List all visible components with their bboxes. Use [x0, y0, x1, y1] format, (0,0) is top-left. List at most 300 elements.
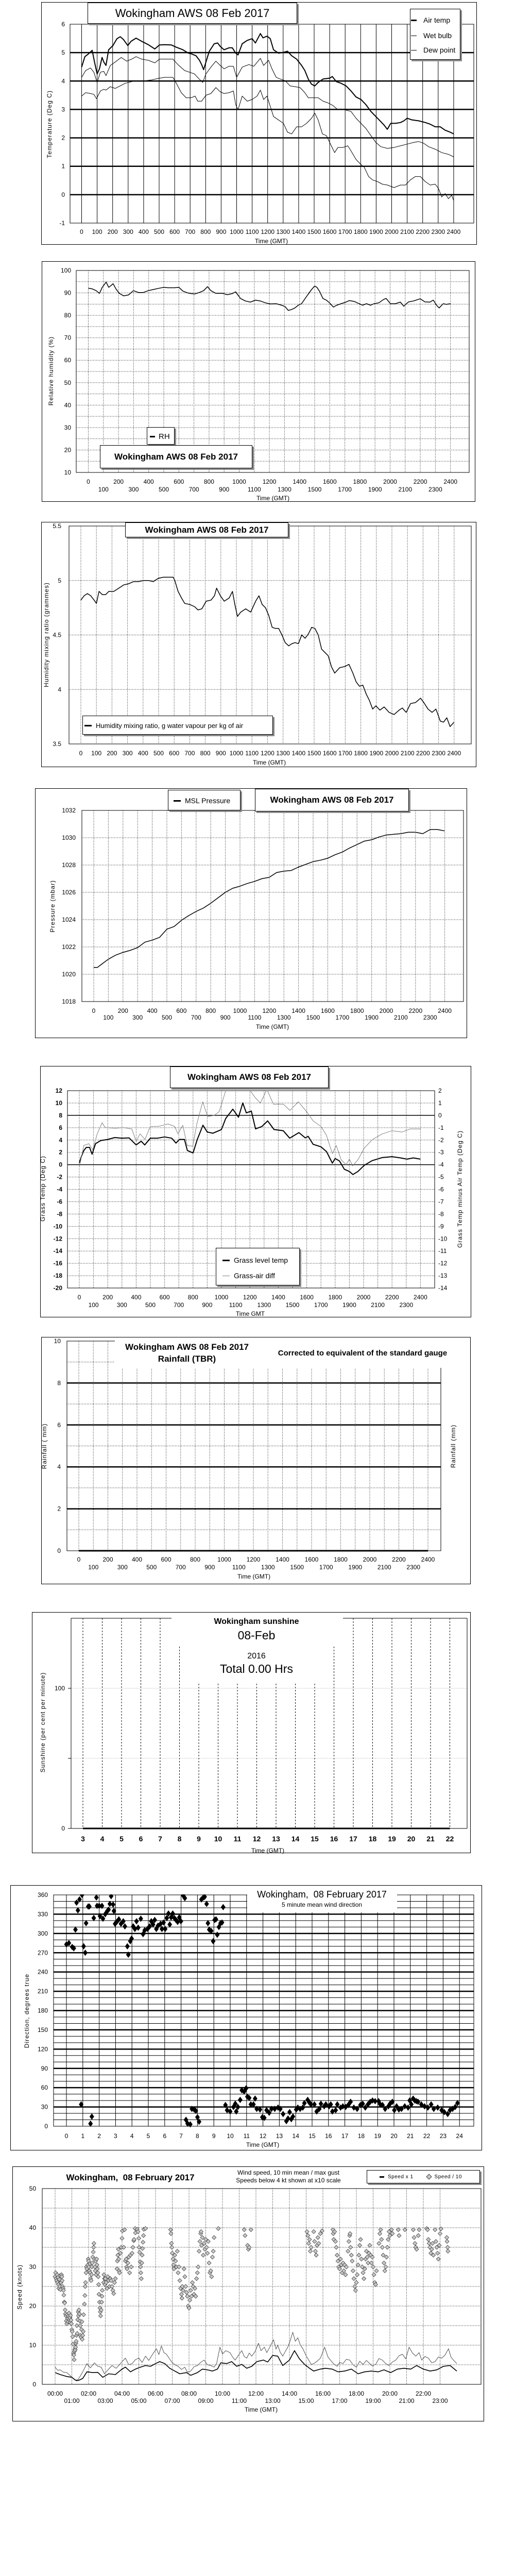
- x-tick-label: 6: [139, 1835, 143, 1843]
- x-tick-label: 16: [330, 1835, 338, 1843]
- data-point-diamond: [347, 2240, 351, 2244]
- x-tick-label: 1600: [304, 1556, 319, 1563]
- x-tick-label: 2000: [379, 1007, 393, 1014]
- chart-title: Wokingham AWS 08 Feb 2017: [187, 1072, 311, 1082]
- data-point-diamond: [436, 2251, 440, 2255]
- x-tick-label: 1800: [354, 750, 368, 757]
- x-tick-label: 2400: [421, 1556, 435, 1563]
- x-tick-label: 1500: [306, 1014, 320, 1021]
- x-tick-label: 500: [145, 1301, 156, 1309]
- x-tick-label: 10:00: [214, 2390, 231, 2397]
- y-tick-label: 70: [64, 334, 71, 342]
- data-point-diamond: [169, 2241, 174, 2245]
- data-point-diamond: [98, 2314, 102, 2318]
- x-tick-label: 12:00: [248, 2390, 264, 2397]
- chart-subtitle: 5 minute mean wind direction: [281, 1901, 363, 1908]
- y-tick-label: 210: [37, 1988, 48, 1995]
- x-tick-label: 1700: [338, 750, 352, 757]
- x-tick-label: 500: [158, 486, 169, 493]
- y2-tick-label: 0: [438, 1111, 442, 1119]
- data-point-diamond: [215, 1932, 219, 1938]
- x-tick-label: 15:00: [298, 2397, 314, 2404]
- x-tick-label: 2300: [406, 1564, 421, 1571]
- pressure-legend: [168, 790, 241, 810]
- data-point-diamond: [80, 1892, 84, 1898]
- data-point-diamond: [92, 1915, 96, 1921]
- data-point-diamond: [350, 2259, 354, 2263]
- data-point-diamond: [211, 2255, 215, 2259]
- y-tick-label: 90: [41, 2064, 48, 2072]
- y-tick-label: 80: [64, 312, 71, 319]
- x-tick-label: 9: [212, 2132, 216, 2140]
- y2-tick-label: 2: [438, 1087, 442, 1094]
- thick-line-icon: [150, 436, 155, 437]
- x-tick-label: 400: [138, 750, 148, 757]
- data-point-diamond: [131, 2245, 135, 2249]
- data-point-diamond: [184, 2284, 188, 2289]
- x-tick-label: 1600: [321, 1007, 335, 1014]
- x-tick-label: 20:00: [382, 2390, 398, 2397]
- y-tick-label: 3.5: [53, 740, 61, 748]
- data-point-diamond: [92, 2241, 96, 2245]
- data-point-diamond: [307, 2238, 312, 2242]
- x-tick-label: 11:00: [231, 2397, 247, 2404]
- data-point-diamond: [436, 2105, 440, 2110]
- data-point-diamond: [368, 2243, 372, 2247]
- data-point-diamond: [357, 2253, 361, 2257]
- data-point-diamond: [358, 2238, 363, 2242]
- x-tick-label: 1500: [290, 1564, 304, 1571]
- data-point-diamond: [94, 1894, 98, 1900]
- x-tick-label: 2200: [385, 1294, 399, 1301]
- data-point-diamond: [180, 2296, 184, 2300]
- y-tick-label: 4: [61, 77, 65, 85]
- x-tick-label: 4: [100, 1835, 105, 1843]
- data-point-diamond: [91, 2250, 95, 2254]
- y-axis-label: Grass Temp (Deg C): [39, 1156, 46, 1222]
- data-point-diamond: [196, 2265, 200, 2269]
- grass-temp-legend: [216, 1248, 300, 1285]
- x-tick-label: 200: [107, 228, 118, 235]
- thick-line-icon: [84, 725, 92, 726]
- data-point-diamond: [445, 2240, 449, 2244]
- y2-tick-label: -7: [438, 1198, 444, 1206]
- y-tick-label: 4: [57, 1463, 61, 1471]
- x-tick-label: 18: [357, 2132, 365, 2140]
- y-tick-label: 8: [57, 1379, 61, 1387]
- y-tick-label: 40: [64, 401, 71, 409]
- x-tick-label: 1200: [261, 750, 274, 757]
- y-tick-label: 90: [64, 289, 71, 297]
- x-tick-label: 2200: [413, 478, 427, 485]
- data-point-diamond: [195, 2277, 199, 2281]
- x-tick-label: 2400: [414, 1294, 427, 1301]
- data-point-diamond: [210, 2275, 214, 2279]
- x-tick-label: 2300: [399, 1301, 414, 1309]
- x-tick-label: 2300: [431, 228, 445, 235]
- x-tick-label: 400: [131, 1294, 142, 1301]
- x-tick-label: 19: [388, 1835, 396, 1843]
- x-axis-label: Time (GMT): [254, 238, 288, 245]
- data-point-diamond: [72, 2358, 76, 2362]
- data-point-diamond: [396, 2228, 400, 2232]
- x-tick-label: 17: [349, 1835, 357, 1843]
- data-point-diamond: [168, 1922, 172, 1927]
- legend-label: Grass level temp: [234, 1256, 288, 1264]
- data-point-diamond: [197, 2249, 201, 2253]
- data-point-diamond: [281, 2111, 285, 2117]
- x-tick-label: 100: [91, 750, 102, 757]
- legend-label: Air temp: [423, 16, 451, 24]
- data-point-diamond: [81, 1943, 85, 1949]
- x-tick-label: 1900: [348, 1564, 363, 1571]
- legend-label: Wet bulb: [423, 31, 452, 40]
- msl-pressure-plot-area: [62, 807, 464, 1021]
- x-tick-label: 1900: [369, 228, 383, 235]
- data-point-diamond: [136, 1925, 140, 1930]
- x-tick-label: 1300: [257, 1301, 271, 1309]
- y-tick-label: 1020: [62, 971, 76, 978]
- diamond-marker-icon: [426, 2174, 432, 2179]
- data-point-diamond: [140, 2253, 144, 2257]
- x-tick-label: 800: [205, 1007, 216, 1014]
- y-tick-label: -8: [57, 1210, 62, 1218]
- y-tick-label: 1: [61, 162, 65, 170]
- data-point-diamond: [76, 1907, 80, 1913]
- data-point-diamond: [110, 2284, 114, 2289]
- y-tick-label: 2: [59, 1148, 62, 1156]
- y-tick-label: 1032: [62, 807, 76, 814]
- x-axis-label: Time (GMT): [255, 1023, 289, 1030]
- x-tick-label: 19: [374, 2132, 381, 2140]
- data-point-diamond: [184, 2290, 188, 2294]
- x-tick-label: 13: [276, 2132, 283, 2140]
- x-tick-label: 13: [272, 1835, 280, 1843]
- data-point-diamond: [81, 2313, 85, 2317]
- y2-tick-label: -11: [438, 1247, 447, 1255]
- x-tick-label: 23: [439, 2132, 447, 2140]
- data-point-diamond: [206, 1920, 210, 1926]
- x-tick-label: 2300: [432, 750, 445, 757]
- grass-temp-chart-title-box: [170, 1066, 329, 1088]
- x-tick-label: 3: [114, 2132, 117, 2140]
- x-tick-label: 05:00: [131, 2397, 147, 2404]
- y-tick-label: 30: [41, 2103, 48, 2111]
- y-axis-label: Pressure (mbar): [49, 880, 56, 933]
- data-point-diamond: [354, 2280, 358, 2284]
- data-point-diamond: [198, 2240, 202, 2244]
- legend-label: Dew point: [423, 46, 456, 54]
- x-tick-label: 14: [291, 1835, 300, 1843]
- y-axis-label: Rainfall ( mm): [41, 1423, 48, 1469]
- x-tick-label: 09:00: [198, 2397, 214, 2404]
- data-point-diamond: [385, 2255, 389, 2259]
- data-point-diamond: [359, 2257, 364, 2261]
- y-tick-label: -12: [53, 1235, 62, 1243]
- x-tick-label: 2100: [394, 1014, 408, 1021]
- x-tick-label: 14:00: [281, 2390, 298, 2397]
- x-tick-label: 3: [81, 1835, 85, 1843]
- data-point-diamond: [242, 2228, 246, 2232]
- data-point-diamond: [352, 2105, 356, 2110]
- x-tick-label: 0: [80, 228, 83, 235]
- y-tick-label: -1: [59, 219, 65, 227]
- y-tick-label: -18: [53, 1272, 62, 1280]
- x-tick-label: 800: [200, 228, 211, 235]
- data-point-diamond: [352, 2277, 356, 2281]
- x-tick-label: 11: [243, 2132, 250, 2140]
- wind-speed-legend: [367, 2170, 480, 2183]
- data-point-diamond: [362, 2277, 366, 2281]
- x-tick-label: 900: [202, 1301, 213, 1309]
- data-point-diamond: [358, 2243, 362, 2247]
- x-tick-label: 9: [197, 1835, 201, 1843]
- x-tick-label: 10: [214, 1835, 222, 1843]
- y-tick-label: 150: [37, 2026, 48, 2033]
- y-tick-label: 10: [29, 2342, 36, 2349]
- y-tick-label: 0: [61, 1825, 65, 1832]
- x-tick-label: 03:00: [97, 2397, 113, 2404]
- wind-direction-series: [64, 1889, 459, 2127]
- x-tick-label: 1100: [245, 228, 259, 235]
- y-tick-label: 100: [54, 1685, 65, 1692]
- humidity-legend: [147, 427, 175, 445]
- data-point-diamond: [100, 2289, 105, 2293]
- y2-tick-label: -9: [438, 1223, 444, 1230]
- y-axis-label: Sunshine (per cent per minute): [39, 1672, 46, 1773]
- legend-item-air-temp: [410, 16, 460, 24]
- chart-title: Wokingham sunshine: [214, 1617, 299, 1626]
- x-tick-label: 1300: [261, 1564, 275, 1571]
- data-point-diamond: [207, 2261, 211, 2265]
- data-point-diamond: [385, 2245, 389, 2249]
- y-axis-label: Humidity mixing ratio (grammes): [43, 582, 50, 687]
- data-point-diamond: [312, 2230, 316, 2234]
- x-tick-label: 1600: [322, 228, 337, 235]
- data-point-diamond: [83, 2293, 87, 2297]
- x-tick-label: 1000: [214, 1294, 229, 1301]
- x-tick-label: 1000: [229, 750, 244, 757]
- x-tick-label: 1400: [293, 478, 307, 485]
- x-tick-label: 1100: [245, 750, 259, 757]
- x-tick-label: 02:00: [80, 2390, 97, 2397]
- legend-item-grass-level-temp: [216, 1256, 299, 1264]
- legend-label: MSL Pressure: [185, 796, 231, 805]
- data-point-diamond: [335, 2253, 339, 2257]
- x-tick-label: 100: [98, 486, 109, 493]
- x-tick-label: 700: [191, 1014, 201, 1021]
- x-tick-label: 2400: [443, 478, 458, 485]
- data-point-diamond: [349, 2253, 353, 2257]
- pressure-chart-title-box: [255, 789, 409, 811]
- mixing-ratio-chart-title-box: [125, 522, 288, 537]
- y-tick-label: 40: [29, 2224, 36, 2231]
- x-tick-label: 800: [200, 750, 211, 757]
- x-tick-label: 900: [216, 228, 227, 235]
- x-tick-label: 700: [188, 486, 199, 493]
- data-point-diamond: [308, 2249, 313, 2253]
- y2-tick-label: -12: [438, 1260, 448, 1267]
- x-tick-label: 2000: [385, 228, 399, 235]
- x-tick-label: 600: [174, 478, 184, 485]
- x-tick-label: 300: [117, 1564, 128, 1571]
- legend-label: Speed / 10: [434, 2174, 462, 2180]
- chart-title: Wokingham AWS 08 Feb 2017: [115, 6, 270, 20]
- data-point-diamond: [403, 2228, 407, 2232]
- data-point-diamond: [446, 2249, 450, 2253]
- x-tick-label: 20: [390, 2132, 398, 2140]
- x-tick-label: 4: [130, 2132, 134, 2140]
- x-tick-label: 200: [102, 1556, 113, 1563]
- data-point-diamond: [445, 2245, 450, 2249]
- x-tick-label: 1500: [285, 1301, 300, 1309]
- data-point-diamond: [426, 2105, 430, 2110]
- y2-tick-label: -6: [438, 1185, 444, 1193]
- x-tick-label: 400: [147, 1007, 158, 1014]
- x-tick-label: 5: [119, 1835, 124, 1843]
- x-tick-label: 1300: [278, 486, 291, 493]
- data-point-diamond: [176, 2270, 180, 2275]
- y-tick-label: 2: [61, 134, 65, 142]
- x-tick-label: 2000: [356, 1294, 371, 1301]
- x-tick-label: 1300: [276, 228, 290, 235]
- y-tick-label: 1026: [62, 889, 76, 896]
- y-tick-label: 50: [64, 379, 71, 386]
- data-point-diamond: [433, 2228, 437, 2232]
- y-tick-label: 8: [59, 1111, 62, 1119]
- y-tick-label: 5: [61, 49, 65, 57]
- data-point-diamond: [344, 2273, 348, 2277]
- x-tick-label: 21:00: [399, 2397, 415, 2404]
- x-tick-label: 200: [107, 750, 117, 757]
- x-tick-label: 7: [179, 2132, 183, 2140]
- x-tick-label: 1500: [307, 486, 322, 493]
- data-point-diamond: [371, 2265, 375, 2269]
- data-point-diamond: [346, 2249, 350, 2253]
- data-point-diamond: [102, 2273, 106, 2277]
- x-tick-label: 07:00: [164, 2397, 180, 2404]
- x-tick-label: 1100: [232, 1564, 246, 1571]
- data-point-diamond: [316, 2235, 320, 2240]
- y-tick-label: 50: [29, 2185, 36, 2192]
- data-point-diamond: [334, 2107, 338, 2113]
- data-point-diamond: [183, 2275, 187, 2279]
- x-tick-label: 0: [77, 1294, 81, 1301]
- x-tick-label: 1900: [369, 750, 384, 757]
- temperature-chart-title-box: [88, 3, 297, 24]
- y-tick-label: 0: [44, 2123, 48, 2130]
- data-point-diamond: [139, 2265, 143, 2269]
- y-tick-label: 10: [64, 469, 71, 476]
- y-tick-label: 30: [64, 423, 71, 431]
- x-tick-label: 0: [87, 478, 90, 485]
- data-point-diamond: [84, 2270, 88, 2275]
- x-tick-label: 1400: [291, 1007, 305, 1014]
- x-tick-label: 1500: [307, 750, 321, 757]
- data-point-diamond: [287, 2109, 291, 2115]
- y-tick-label: 5.5: [53, 522, 61, 530]
- x-tick-label: 08:00: [181, 2390, 197, 2397]
- data-point-diamond: [412, 2235, 416, 2240]
- y-tick-label: 6: [57, 1421, 61, 1429]
- y-tick-label: -6: [57, 1198, 62, 1206]
- x-tick-label: 1400: [291, 228, 306, 235]
- legend-item-msl-pressure: [168, 796, 240, 805]
- mixing-ratio-legend: [82, 716, 273, 735]
- y-tick-label: 100: [60, 267, 71, 274]
- data-point-diamond: [168, 2228, 173, 2232]
- data-point-diamond: [128, 2270, 132, 2275]
- y-axis-label: Relative humidity (%): [47, 336, 55, 406]
- y-tick-label: 0: [61, 191, 65, 198]
- x-tick-label: 1900: [365, 1014, 379, 1021]
- x-tick-label: 22: [445, 1835, 454, 1843]
- data-point-diamond: [380, 2238, 384, 2242]
- x-tick-label: 2300: [423, 1014, 437, 1021]
- y2-tick-label: -5: [438, 1173, 444, 1181]
- x-tick-label: 1100: [247, 486, 261, 493]
- x-tick-label: 900: [220, 1014, 231, 1021]
- data-point-diamond: [97, 2282, 101, 2286]
- x-axis-label: Time (GMT): [256, 495, 290, 502]
- x-tick-label: 600: [176, 1007, 187, 1014]
- x-tick-label: 01:00: [64, 2397, 80, 2404]
- data-point-diamond: [434, 2240, 438, 2244]
- x-tick-label: 1200: [246, 1556, 261, 1563]
- data-point-diamond: [426, 2238, 431, 2242]
- data-point-diamond: [200, 2235, 204, 2240]
- chart-title: Wokingham, 08 February 2017: [257, 1889, 387, 1900]
- thick-line-icon: [380, 2176, 384, 2178]
- data-point-diamond: [177, 2265, 181, 2269]
- x-tick-label: 21: [407, 2132, 414, 2140]
- data-point-diamond: [182, 2267, 186, 2271]
- y-tick-label: 270: [37, 1949, 48, 1957]
- y-tick-label: 0: [32, 2381, 36, 2388]
- data-point-diamond: [383, 2269, 387, 2273]
- x-tick-label: 600: [169, 750, 180, 757]
- data-point-diamond: [305, 2230, 309, 2234]
- legend-label: Speed x 1: [388, 2174, 414, 2180]
- y-tick-label: 300: [37, 1929, 48, 1937]
- data-point-diamond: [397, 2233, 401, 2238]
- humidity-chart-title-box: [100, 445, 252, 468]
- data-point-diamond: [188, 2298, 192, 2302]
- data-point-diamond: [125, 1943, 129, 1949]
- x-tick-label: 900: [215, 750, 226, 757]
- data-point-diamond: [306, 2241, 311, 2245]
- data-point-diamond: [83, 1950, 88, 1956]
- legend-item-dew-point: [410, 46, 460, 54]
- x-tick-label: 1700: [335, 1014, 350, 1021]
- data-point-diamond: [309, 2245, 313, 2249]
- data-point-diamond: [436, 2257, 440, 2261]
- data-point-diamond: [377, 2241, 381, 2245]
- data-point-diamond: [349, 2245, 353, 2249]
- x-tick-label: 06:00: [147, 2390, 164, 2397]
- y-tick-label: -2: [57, 1173, 62, 1181]
- y-tick-label: 330: [37, 1910, 48, 1918]
- x-tick-label: 200: [102, 1294, 113, 1301]
- x-tick-label: 1000: [230, 228, 244, 235]
- y-axis-label: Direction, degrees true: [23, 1973, 30, 2048]
- x-tick-label: 300: [128, 486, 139, 493]
- x-tick-label: 2400: [438, 1007, 452, 1014]
- data-point-diamond: [384, 2265, 388, 2269]
- y-tick-label: 1022: [62, 943, 76, 951]
- data-point-diamond: [175, 2249, 179, 2253]
- y2-axis-label: Rainfall (mm): [450, 1424, 457, 1468]
